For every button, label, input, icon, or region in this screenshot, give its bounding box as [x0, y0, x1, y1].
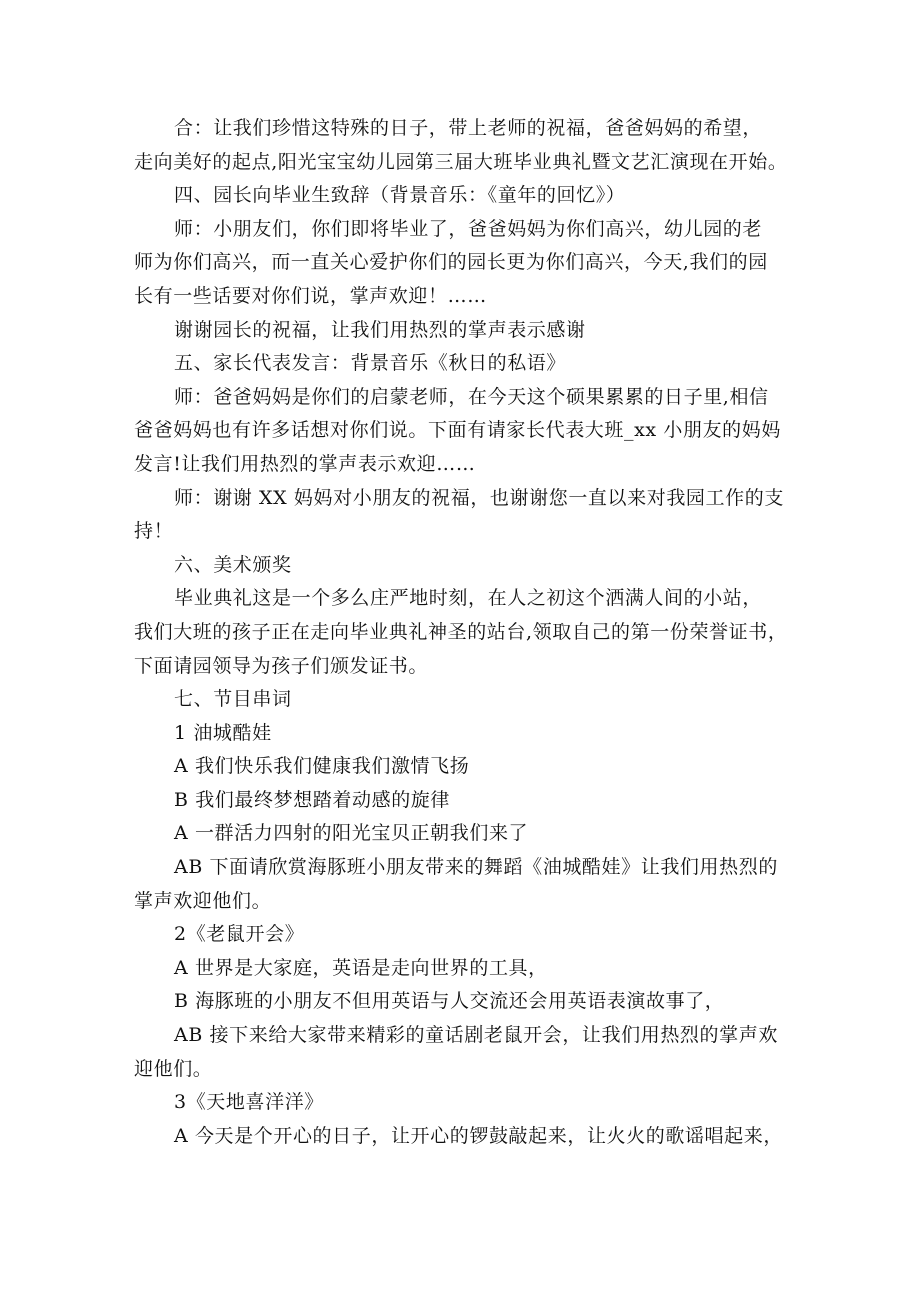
- text-line: 走向美好的起点,阳光宝宝幼儿园第三届大班毕业典礼暨文艺汇演现在开始。: [134, 150, 788, 173]
- text-line: 师：谢谢 XX 妈妈对小朋友的祝福，也谢谢您一直以来对我园工作的支: [174, 486, 784, 509]
- text-line: A 我们快乐我们健康我们激情飞扬: [174, 755, 470, 778]
- text-line: 谢谢园长的祝福，让我们用热烈的掌声表示感谢: [174, 318, 586, 341]
- text-line: A 世界是大家庭，英语是走向世界的工具，: [174, 956, 548, 979]
- document-body: [134, 112, 814, 1153]
- text-line: 合：让我们珍惜这特殊的日子，带上老师的祝福，爸爸妈妈的希望，: [174, 117, 763, 139]
- section-heading: 四、园长向毕业生致辞（背景音乐：《童年的回忆》）: [174, 184, 626, 207]
- text-line: AB 接下来给大家带来精彩的童话剧老鼠开会，让我们用热烈的掌声欢: [174, 1024, 778, 1047]
- section-heading: 五、家长代表发言：背景音乐《秋日的私语》: [174, 352, 567, 375]
- program-title: 1 油城酷娃: [174, 721, 272, 744]
- section-heading: 六、美术颁奖: [174, 553, 292, 576]
- text-line: 师：小朋友们，你们即将毕业了，爸爸妈妈为你们高兴，幼儿园的老: [174, 217, 763, 240]
- text-line: 掌声欢迎他们。: [134, 889, 272, 912]
- text-line: 爸爸妈妈也有许多话想对你们说。下面有请家长代表大班_xx 小朋友的妈妈: [134, 419, 781, 442]
- text-line: B 海豚班的小朋友不但用英语与人交流还会用英语表演故事了，: [174, 990, 725, 1013]
- text-line: 发言!让我们用热烈的掌声表示欢迎……: [134, 452, 476, 475]
- text-line: 毕业典礼这是一个多么庄严地时刻，在人之初这个洒满人间的小站，: [174, 587, 763, 610]
- section-heading: 七、节目串词: [174, 688, 292, 711]
- text-line: 长有一些话要对你们说，掌声欢迎！……: [134, 284, 487, 307]
- text-line: 持！: [134, 520, 174, 543]
- text-line: 师为你们高兴，而一直关心爱护你们的园长更为你们高兴，今天,我们的园: [134, 251, 768, 274]
- program-title: 2《老鼠开会》: [174, 923, 305, 946]
- text-line: 我们大班的孩子正在走向毕业典礼神圣的站台,领取自己的第一份荣誉证书，: [134, 620, 788, 643]
- text-line: A 一群活力四射的阳光宝贝正朝我们来了: [174, 822, 529, 845]
- text-line: AB 下面请欣赏海豚班小朋友带来的舞蹈《油城酷娃》让我们用热烈的: [174, 856, 778, 879]
- text-line: A 今天是个开心的日子，让开心的锣鼓敲起来，让火火的歌谣唱起来，: [174, 1124, 783, 1147]
- text-line: 迎他们。: [134, 1057, 213, 1080]
- program-title: 3《天地喜洋洋》: [174, 1091, 324, 1114]
- text-line: B 我们最终梦想踏着动感的旋律: [174, 788, 451, 811]
- text-line: 下面请园领导为孩子们颁发证书。: [134, 654, 429, 677]
- text-line: 师：爸爸妈妈是你们的启蒙老师，在今天这个硕果累累的日子里,相信: [174, 385, 769, 408]
